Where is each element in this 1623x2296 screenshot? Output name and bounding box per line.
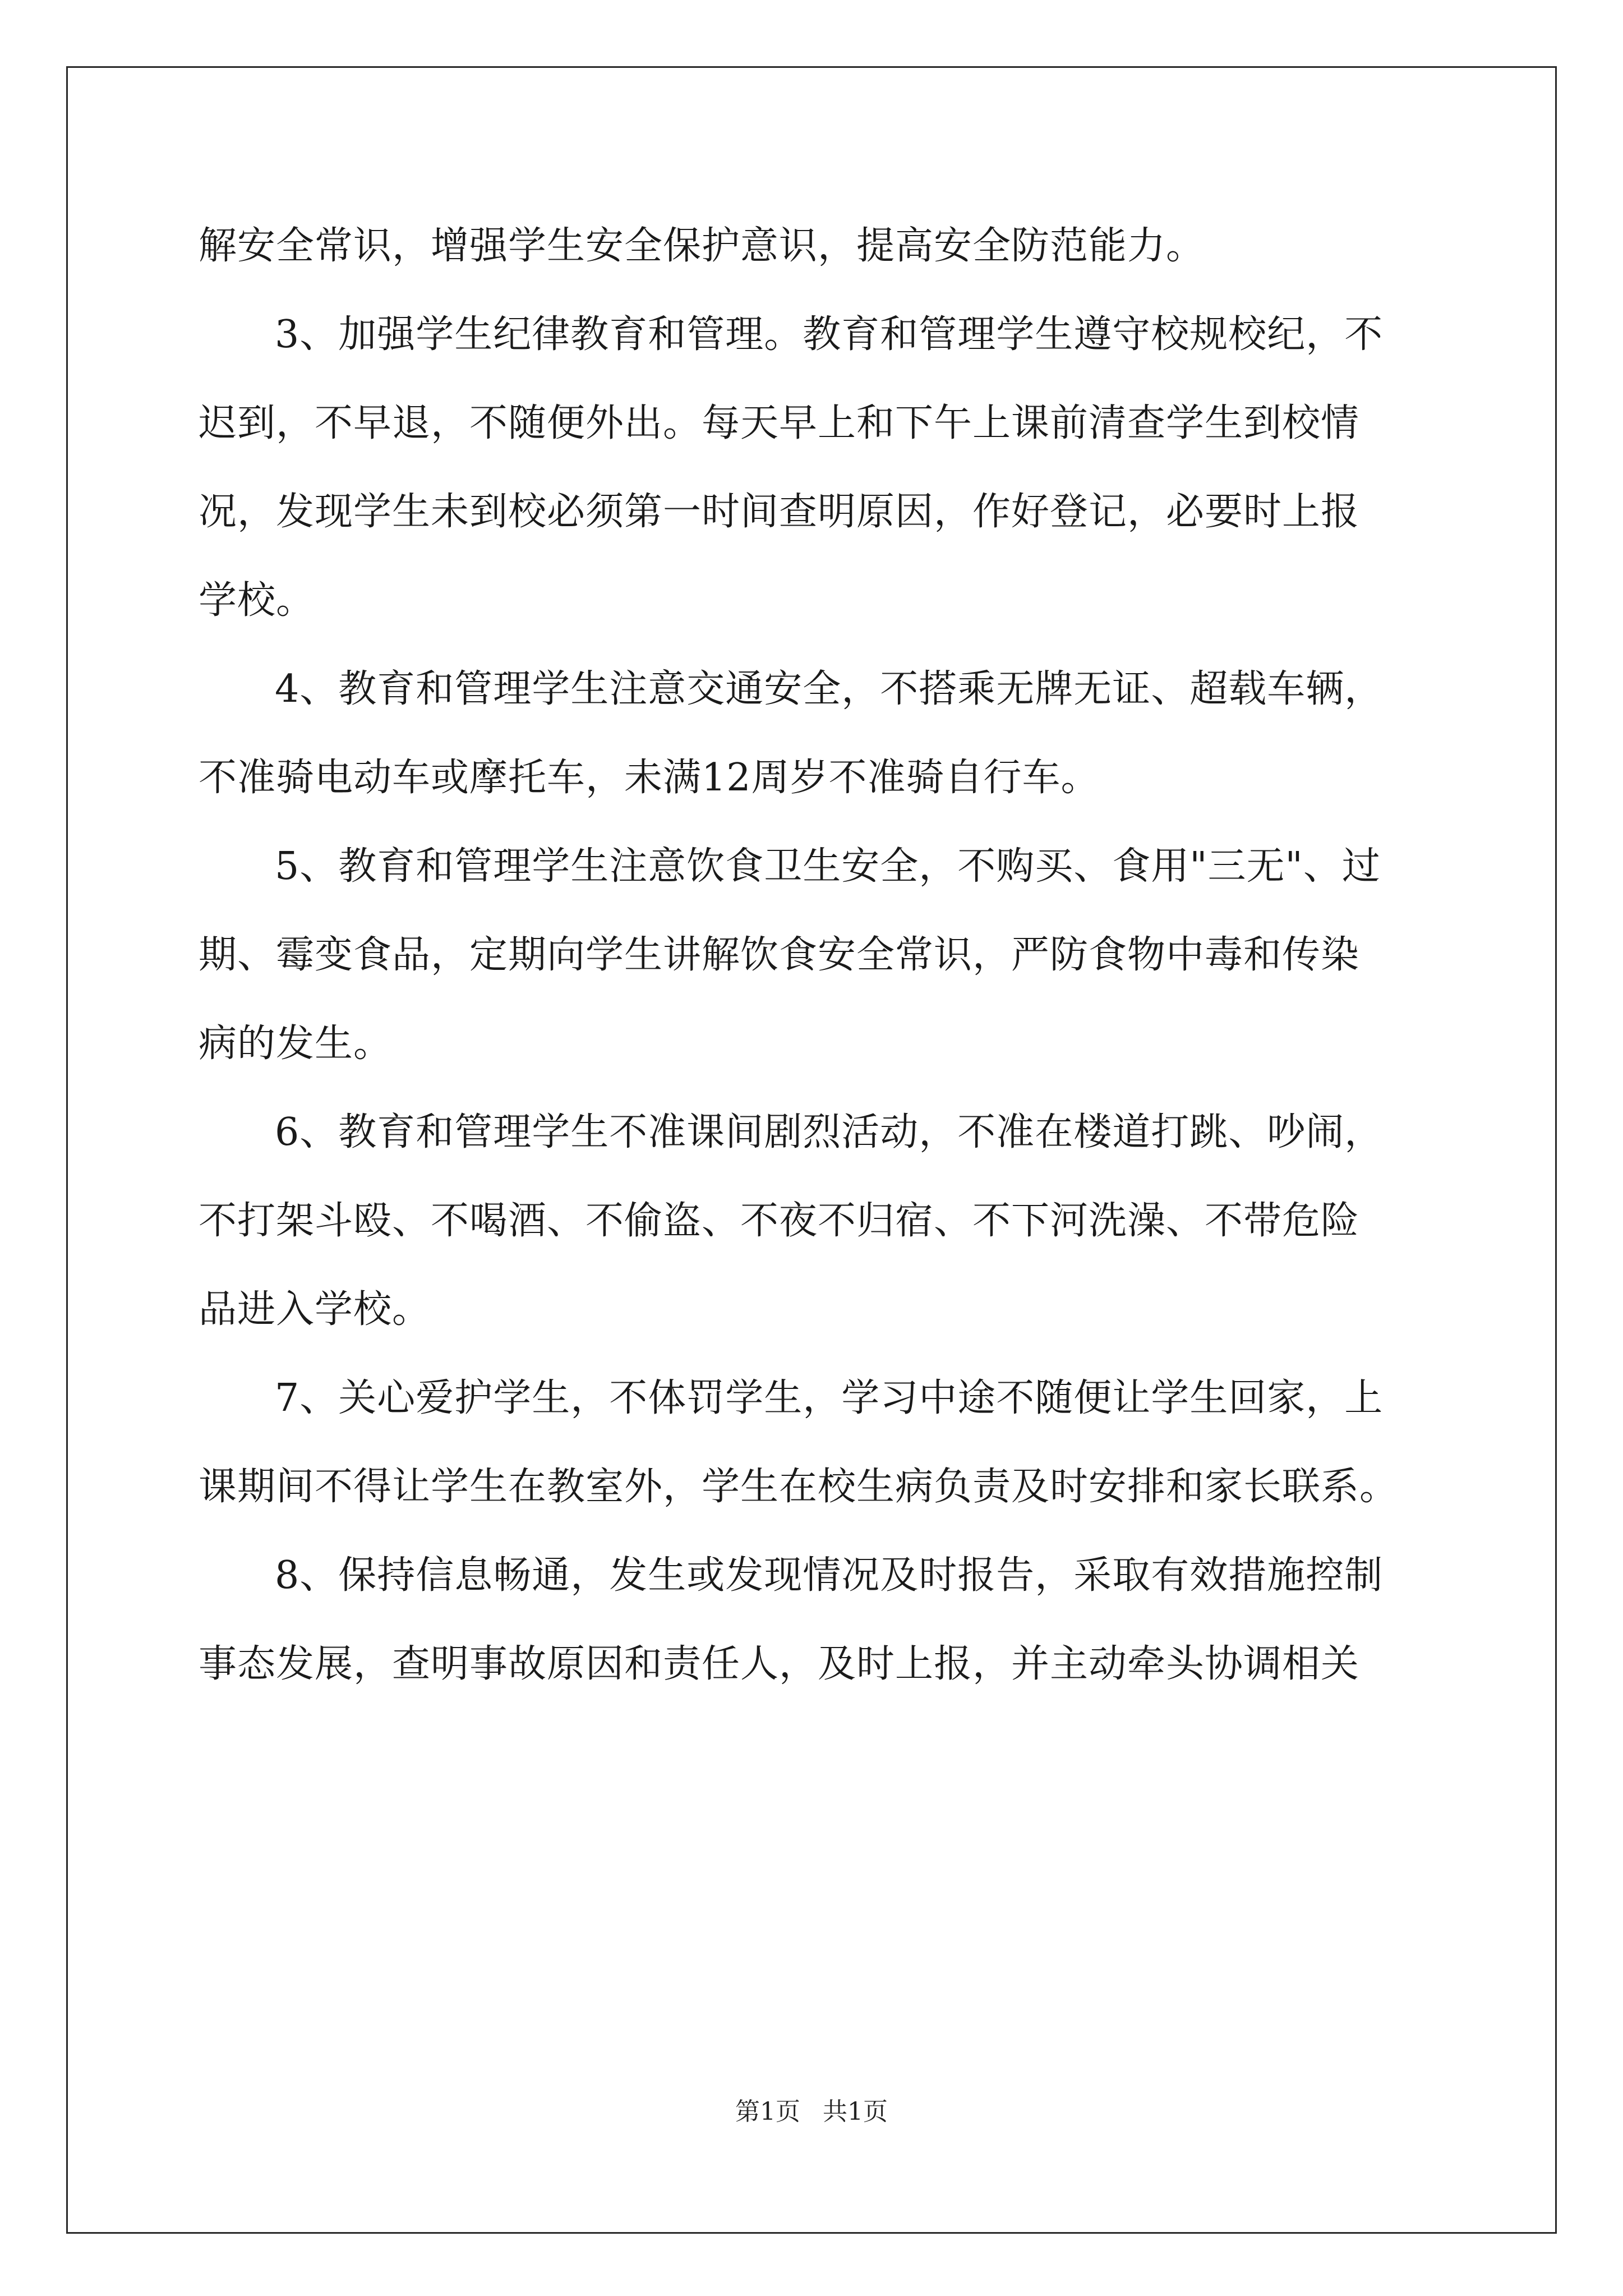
- text-line: 病的发生。: [199, 1022, 393, 1066]
- text-line: 迟到，不早退，不随便外出。每天早上和下午上课前清查学生到校情: [199, 401, 1360, 445]
- text-line: 况，发现学生未到校必须第一时间查明原因，作好登记，必要时上报: [199, 490, 1360, 534]
- text-line: 学校。: [199, 578, 315, 623]
- text-line: 品进入学校。: [199, 1287, 431, 1332]
- page-number-total: 共1页: [823, 2097, 888, 2126]
- text-line: 事态发展，查明事故原因和责任人，及时上报，并主动牵头协调相关: [199, 1642, 1360, 1686]
- text-line: 课期间不得让学生在教室外，学生在校生病负责及时安排和家长联系。: [199, 1465, 1399, 1509]
- page-footer: [0, 2095, 1623, 2129]
- paragraph-8-start: 8、保持信息畅通，发生或发现情况及时报告，采取有效措施控制: [275, 1553, 1384, 1598]
- paragraph-4-start: 4、教育和管理学生注意交通安全，不搭乘无牌无证、超载车辆，: [275, 667, 1384, 711]
- document-body: [199, 202, 1430, 1709]
- text-line: 解安全常识，增强学生安全保护意识，提高安全防范能力。: [199, 224, 1205, 268]
- text-line: 不准骑电动车或摩托车，未满12周岁不准骑自行车。: [199, 756, 1100, 800]
- paragraph-6-start: 6、教育和管理学生不准课间剧烈活动，不准在楼道打跳、吵闹，: [275, 1110, 1384, 1154]
- paragraph-7-start: 7、关心爱护学生，不体罚学生，学习中途不随便让学生回家，上: [275, 1376, 1384, 1420]
- page-number-current: 第1页: [735, 2097, 800, 2126]
- text-line: 期、霉变食品，定期向学生讲解饮食安全常识，严防食物中毒和传染: [199, 933, 1360, 977]
- paragraph-3-start: 3、加强学生纪律教育和管理。教育和管理学生遵守校规校纪，不: [275, 312, 1384, 357]
- paragraph-5-start: 5、教育和管理学生注意饮食卫生安全，不购买、食用"三无"、过: [275, 844, 1381, 889]
- text-line: 不打架斗殴、不喝酒、不偷盗、不夜不归宿、不下河洗澡、不带危险: [199, 1199, 1360, 1243]
